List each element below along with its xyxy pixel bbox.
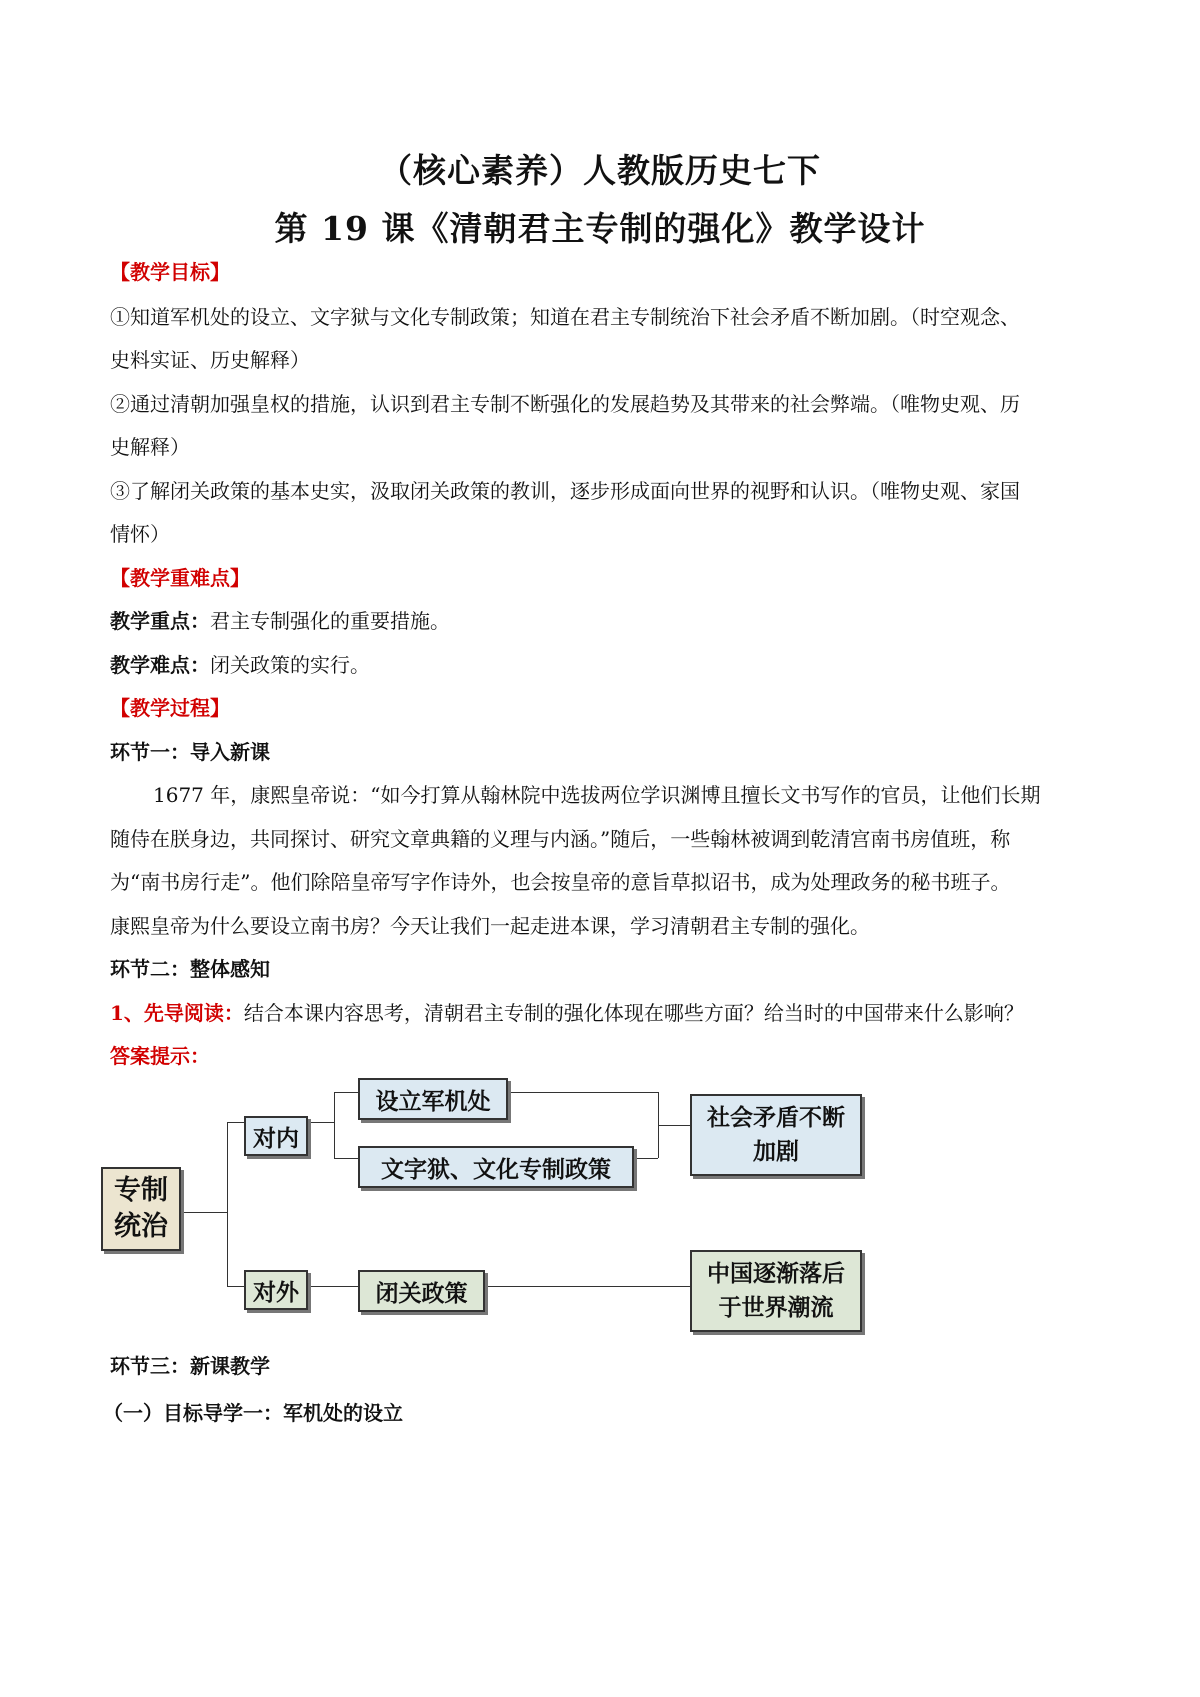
result-backward-box — [690, 1250, 862, 1332]
connector-line — [334, 1158, 360, 1159]
connector-line — [634, 1158, 658, 1159]
connector-line — [508, 1092, 658, 1093]
connector-line — [334, 1092, 335, 1158]
preread-label: 1、先导阅读： — [110, 1001, 244, 1025]
intro-paragraph-line: 康熙皇帝为什么要设立南书房？今天让我们一起走进本课，学习清朝君主专制的强化。 — [110, 914, 870, 938]
external-box: 对外 — [244, 1270, 308, 1310]
step-2-heading: 环节二：整体感知 — [110, 957, 270, 981]
connector-line — [658, 1125, 690, 1126]
result-backward-line-1: 中国逐渐落后 — [707, 1260, 845, 1287]
biguan-box: 闭关政策 — [358, 1270, 485, 1312]
connector-line — [308, 1122, 334, 1123]
result-social-box — [690, 1094, 862, 1176]
connector-line — [308, 1286, 360, 1287]
keypoint-text: 君主专制强化的重要措施。 — [210, 609, 450, 633]
junjichu-box: 设立军机处 — [358, 1078, 508, 1120]
root-box — [101, 1167, 181, 1251]
objective-line: ②通过清朝加强皇权的措施，认识到君主专制不断强化的发展趋势及其带来的社会弊端。（唯物史观、历 — [110, 392, 1020, 416]
objective-line: ③了解闭关政策的基本史实，汲取闭关政策的教训，逐步形成面向世界的视野和认识。（唯物史观、家国 — [110, 479, 1020, 503]
connector-line — [227, 1122, 228, 1286]
result-social-line-1: 社会矛盾不断 — [707, 1104, 845, 1131]
connector-line — [485, 1286, 690, 1287]
root-label-line-1: 专制 — [114, 1175, 168, 1206]
title-line-1: （核心素养）人教版历史七下 — [379, 151, 821, 190]
step-1-heading: 环节一：导入新课 — [110, 740, 270, 764]
result-backward-line-2: 于世界潮流 — [718, 1294, 834, 1321]
preread-line — [110, 999, 1100, 1027]
difficulty-line — [110, 651, 1100, 679]
root-label-line-2: 统治 — [114, 1211, 168, 1242]
result-social-line-2: 加剧 — [753, 1138, 799, 1165]
objective-line: 情怀） — [110, 522, 170, 546]
section-process: 【教学过程】 — [110, 696, 230, 720]
goal-1-heading: （一）目标导学一：军机处的设立 — [103, 1401, 403, 1425]
intro-paragraph-line: 为“南书房行走”。他们除陪皇帝写字作诗外，也会按皇帝的意旨草拟诏书，成为处理政务的秘书班子。 — [110, 870, 1011, 894]
objective-line: ①知道军机处的设立、文字狱与文化专制政策；知道在君主专制统治下社会矛盾不断加剧。（时空观念、 — [110, 305, 1020, 329]
preread-text: 结合本课内容思考，清朝君主专制的强化体现在哪些方面？给当时的中国带来什么影响？ — [243, 1001, 1024, 1025]
intro-paragraph-line: 随侍在朕身边，共同探讨、研究文章典籍的义理与内涵。”随后，一些翰林被调到乾清宫南书房值班，称 — [110, 827, 1011, 851]
difficulty-label: 教学难点： — [110, 653, 210, 677]
wenziyu-box: 文字狱、文化专制政策 — [358, 1146, 634, 1188]
keypoint-label: 教学重点： — [110, 609, 210, 633]
answer-hint: 答案提示： — [110, 1044, 210, 1068]
section-keypoints: 【教学重难点】 — [110, 566, 250, 590]
objective-line: 史解释） — [110, 435, 190, 459]
keypoint-line — [110, 607, 1100, 635]
title-line-2: 第 19 课《清朝君主专制的强化》教学设计 — [274, 209, 926, 248]
difficulty-text: 闭关政策的实行。 — [210, 653, 370, 677]
connector-line — [334, 1092, 360, 1093]
internal-box: 对内 — [244, 1116, 308, 1156]
step-3-heading: 环节三：新课教学 — [110, 1354, 270, 1378]
connector-line — [181, 1212, 227, 1213]
intro-paragraph-line: 1677 年，康熙皇帝说：“如今打算从翰林院中选拔两位学识渊博且擅长文书写作的官员，让他们长期 — [153, 783, 1041, 807]
section-objectives: 【教学目标】 — [110, 260, 230, 284]
objective-line: 史料实证、历史解释） — [110, 348, 310, 372]
